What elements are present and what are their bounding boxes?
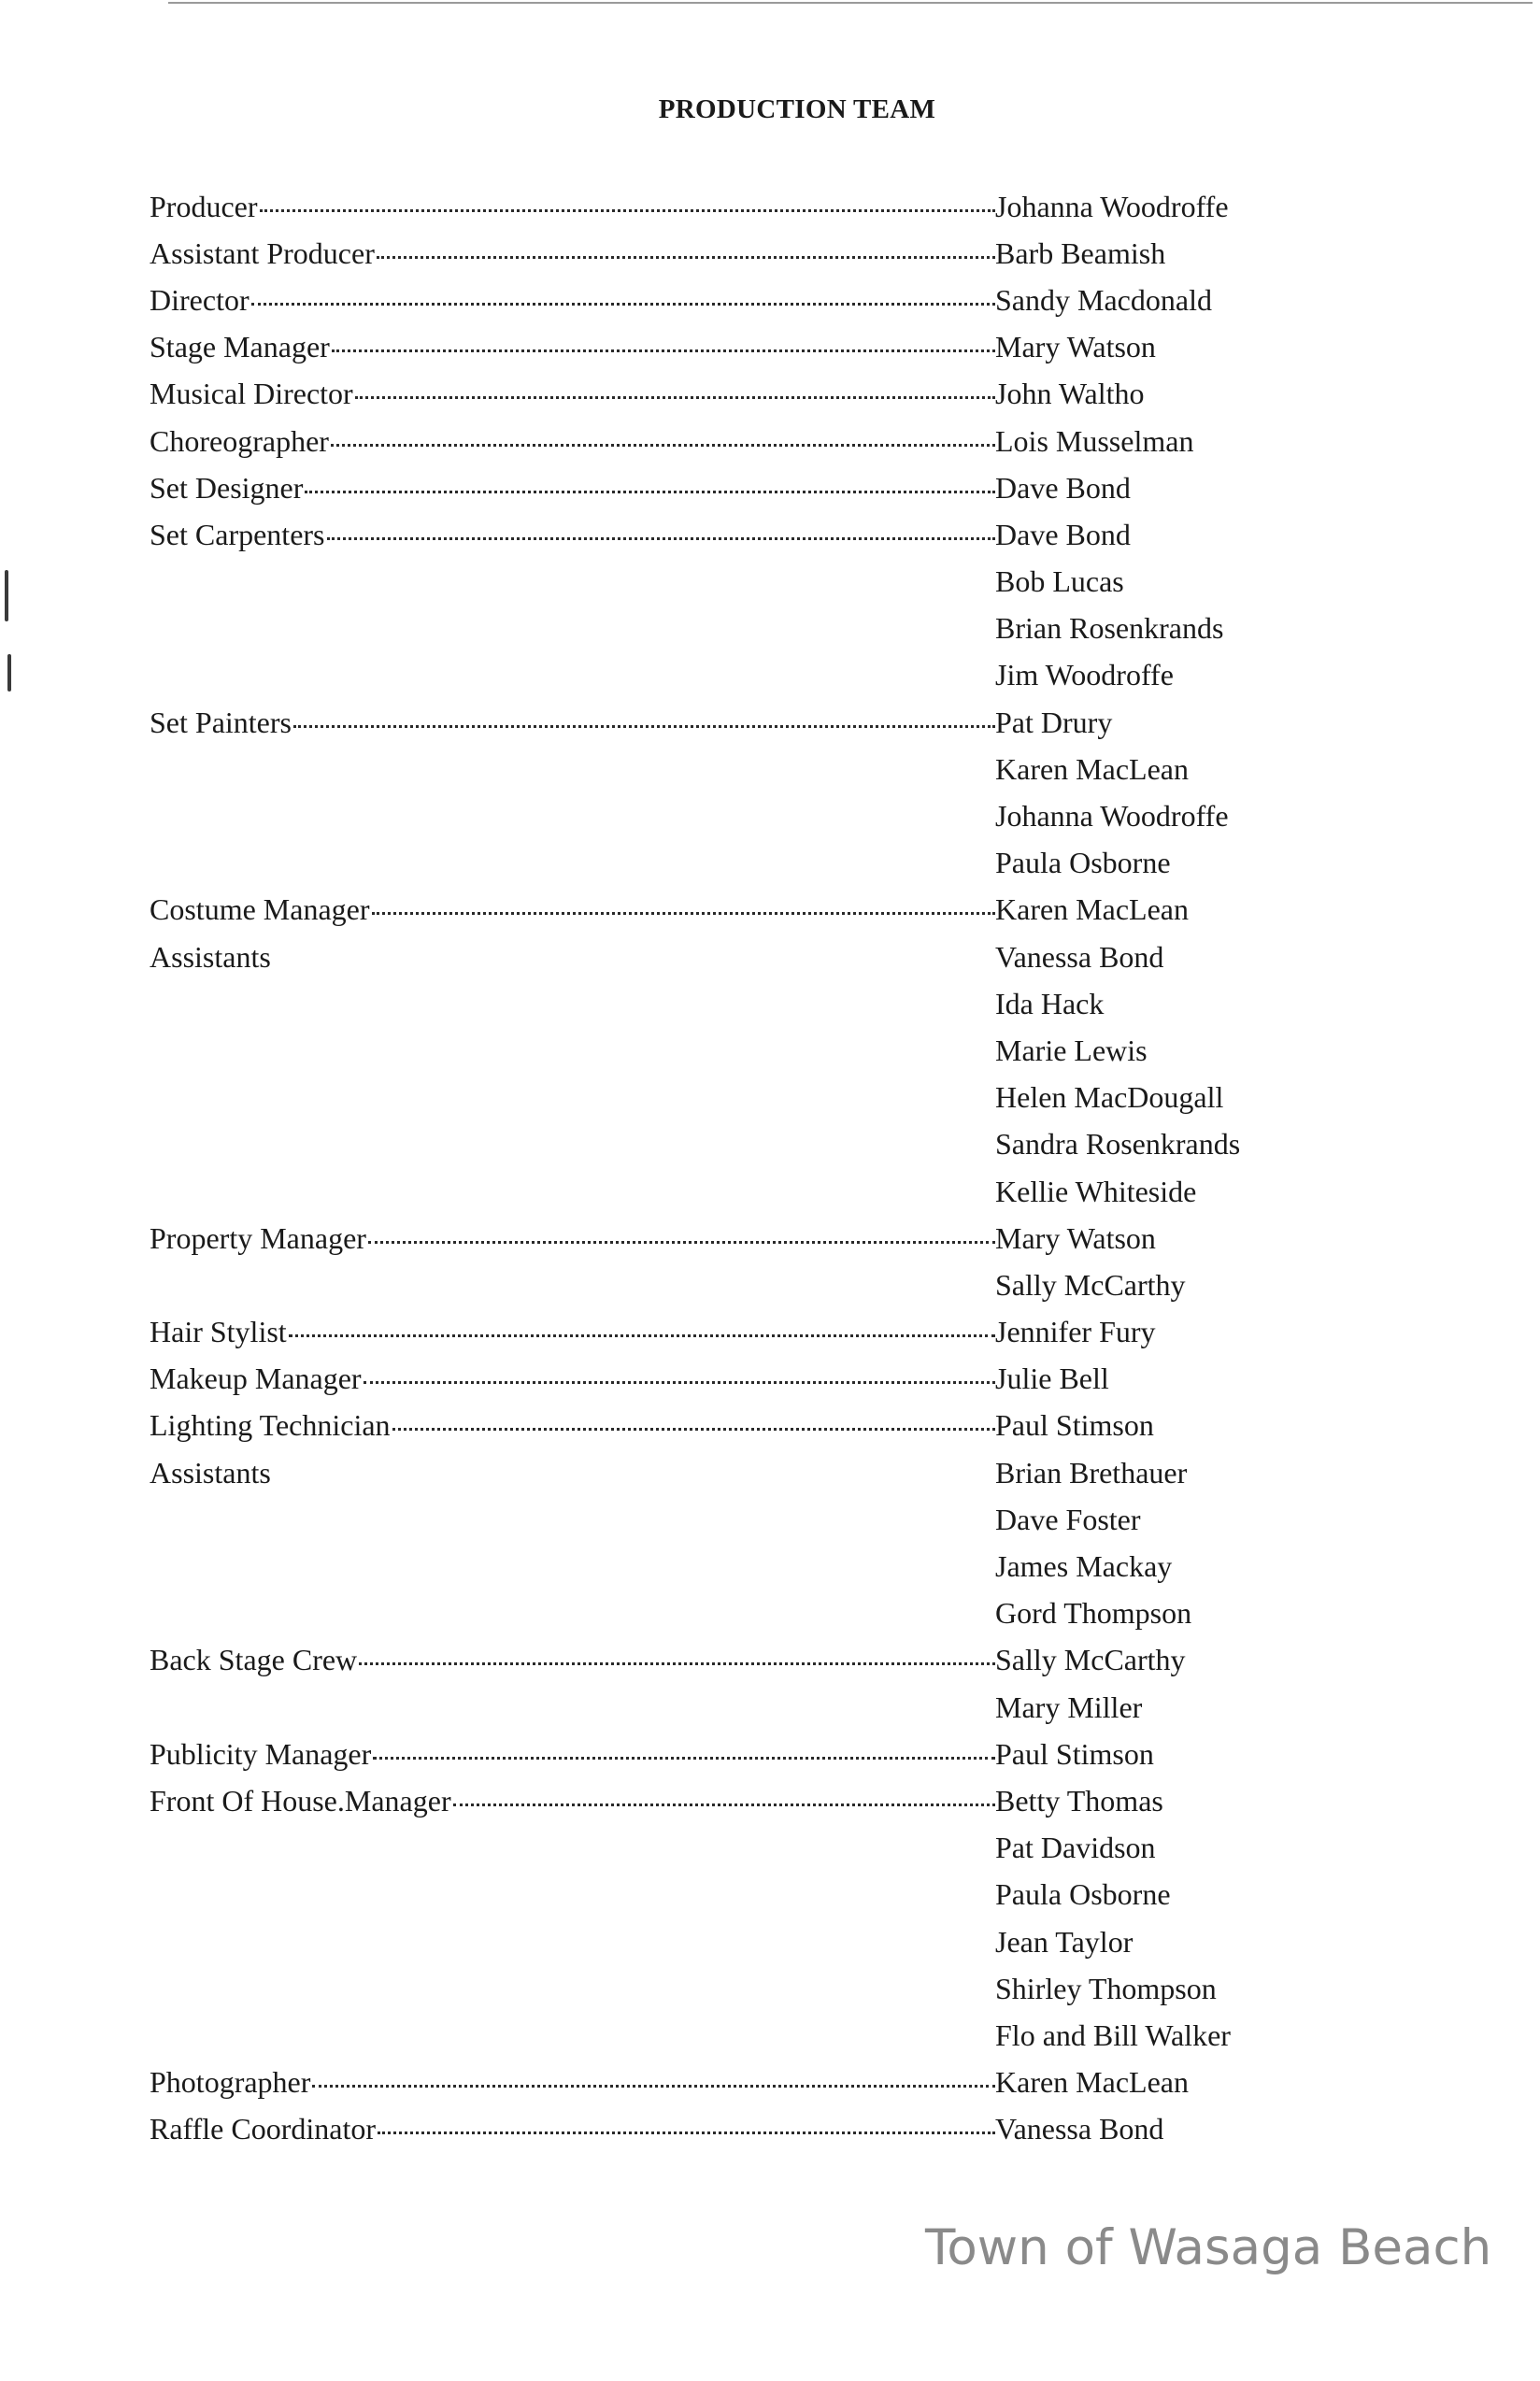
credit-role	[150, 330, 995, 364]
credit-row	[0, 1918, 1540, 1965]
credit-row	[0, 559, 1540, 606]
credit-role	[150, 1408, 995, 1443]
credit-name: Vanessa Bond	[995, 2112, 1164, 2146]
credit-row	[0, 1215, 1540, 1262]
dot-leader	[251, 303, 995, 306]
dot-leader	[289, 1334, 995, 1337]
credit-name: Barb Beamish	[995, 235, 1166, 270]
page-top-edge	[168, 2, 1533, 4]
credit-row	[0, 371, 1540, 418]
role-label: Back Stage Crew	[150, 1643, 358, 1677]
credit-name: Sally McCarthy	[995, 1643, 1186, 1677]
role-label: Set Painters	[150, 705, 292, 739]
credit-name: Paula Osborne	[995, 1877, 1171, 1912]
credit-name: Mary Watson	[995, 330, 1156, 364]
role-label: Property Manager	[150, 1220, 366, 1255]
credit-row	[0, 652, 1540, 699]
credit-name: Vanessa Bond	[995, 939, 1164, 974]
credit-row	[0, 1590, 1540, 1637]
credit-role	[150, 892, 995, 927]
credit-row	[0, 1825, 1540, 1872]
credit-row	[0, 1075, 1540, 1121]
role-label: Hair Stylist	[150, 1315, 287, 1349]
credit-row	[0, 1403, 1540, 1449]
credit-row	[0, 1731, 1540, 1777]
credit-name: Brian Brethauer	[995, 1455, 1188, 1490]
credit-role	[150, 190, 995, 224]
credit-name: Julie Bell	[995, 1362, 1109, 1396]
dot-leader	[327, 537, 996, 540]
credit-name: Pat Drury	[995, 705, 1113, 739]
page-title: PRODUCTION TEAM	[658, 94, 936, 124]
credit-role	[150, 2112, 995, 2146]
role-label: Front Of House.Manager	[150, 1783, 451, 1818]
role-label: Assistants	[150, 939, 271, 974]
credit-name: Jennifer Fury	[995, 1315, 1156, 1349]
dot-leader	[377, 256, 995, 259]
credit-role	[150, 471, 995, 506]
credit-name: James Mackay	[995, 1549, 1173, 1584]
credit-row	[0, 934, 1540, 980]
role-label: Photographer	[150, 2065, 311, 2100]
credit-name: Helen MacDougall	[995, 1080, 1224, 1115]
credit-row	[0, 840, 1540, 887]
credit-role	[150, 706, 995, 740]
dot-leader	[331, 444, 995, 447]
credit-name: Brian Rosenkrands	[995, 611, 1224, 646]
credits-list	[0, 183, 1540, 2153]
credit-row	[0, 1121, 1540, 1168]
credit-row	[0, 230, 1540, 277]
role-label: Set Designer	[150, 470, 304, 505]
credit-row	[0, 1356, 1540, 1403]
credit-name: Shirley Thompson	[995, 1971, 1217, 2005]
credit-role	[150, 1784, 995, 1818]
dot-leader	[453, 1804, 995, 1806]
dot-leader	[372, 912, 996, 915]
credit-role	[150, 1456, 995, 1490]
credit-name: Karen MacLean	[995, 2065, 1189, 2100]
credit-row	[0, 887, 1540, 934]
credit-role	[150, 518, 995, 552]
dot-leader	[305, 491, 995, 493]
credit-name: Sandy Macdonald	[995, 282, 1212, 317]
credit-name: Pat Davidson	[995, 1831, 1156, 1865]
credit-row	[0, 980, 1540, 1027]
dot-leader	[373, 1757, 995, 1760]
dot-leader	[312, 2085, 995, 2088]
credit-row	[0, 1637, 1540, 1684]
role-label: Publicity Manager	[150, 1736, 372, 1771]
credit-row	[0, 1262, 1540, 1308]
credit-row	[0, 2106, 1540, 2153]
credit-name: Flo and Bill Walker	[995, 2017, 1231, 2052]
credit-name: Jean Taylor	[995, 1924, 1134, 1959]
credit-row	[0, 699, 1540, 746]
credit-name: Ida Hack	[995, 986, 1105, 1020]
credit-name: John Waltho	[995, 377, 1145, 411]
credit-name: Marie Lewis	[995, 1033, 1148, 1067]
credit-name: Paul Stimson	[995, 1736, 1154, 1771]
credit-row	[0, 1496, 1540, 1543]
credit-row	[0, 1684, 1540, 1731]
credit-row	[0, 464, 1540, 511]
credit-row	[0, 183, 1540, 230]
credit-role	[150, 1643, 995, 1677]
credit-row	[0, 324, 1540, 371]
dot-leader	[355, 396, 995, 399]
credit-name: Dave Bond	[995, 517, 1131, 551]
credit-row	[0, 1027, 1540, 1074]
credit-name: Gord Thompson	[995, 1596, 1192, 1631]
credit-row	[0, 1449, 1540, 1496]
credit-role	[150, 1737, 995, 1772]
credit-row	[0, 2060, 1540, 2106]
dot-leader	[293, 725, 995, 728]
credit-name: Paula Osborne	[995, 846, 1171, 880]
role-label: Stage Manager	[150, 330, 330, 364]
credit-role	[150, 424, 995, 459]
credit-row	[0, 746, 1540, 792]
credit-name: Dave Bond	[995, 470, 1131, 505]
credit-name: Kellie Whiteside	[995, 1174, 1197, 1208]
credit-row	[0, 418, 1540, 464]
role-label: Choreographer	[150, 423, 329, 458]
dot-leader	[359, 1662, 995, 1665]
credit-row	[0, 1965, 1540, 2012]
credit-role	[150, 377, 995, 411]
role-label: Makeup Manager	[150, 1362, 362, 1396]
credit-name: Dave Foster	[995, 1502, 1141, 1536]
credit-name: Lois Musselman	[995, 423, 1194, 458]
credit-name: Betty Thomas	[995, 1783, 1163, 1818]
role-label: Assistant Producer	[150, 235, 375, 270]
credit-row	[0, 1168, 1540, 1215]
dot-leader	[378, 2131, 995, 2134]
role-label: Assistants	[150, 1455, 271, 1490]
watermark: Town of Wasaga Beach	[925, 2219, 1492, 2276]
role-label: Director	[150, 282, 250, 317]
role-label: Raffle Coordinator	[150, 2112, 377, 2146]
credit-row	[0, 606, 1540, 652]
role-label: Costume Manager	[150, 892, 370, 927]
credit-row	[0, 277, 1540, 323]
credit-role	[150, 940, 995, 975]
dot-leader	[392, 1428, 995, 1431]
role-label: Producer	[150, 189, 258, 223]
credit-name: Karen MacLean	[995, 892, 1189, 927]
credit-role	[150, 1221, 995, 1256]
dot-leader	[364, 1381, 995, 1384]
credit-name: Johanna Woodroffe	[995, 189, 1229, 223]
credit-name: Paul Stimson	[995, 1408, 1154, 1443]
credit-name: Mary Watson	[995, 1220, 1156, 1255]
dot-leader	[368, 1241, 995, 1244]
credit-row	[0, 1543, 1540, 1590]
credit-row	[0, 1309, 1540, 1356]
credit-role	[150, 2065, 995, 2100]
credit-role	[150, 1362, 995, 1396]
credit-row	[0, 1777, 1540, 1824]
credit-row	[0, 792, 1540, 839]
credit-role	[150, 1315, 995, 1349]
credit-name: Mary Miller	[995, 1690, 1143, 1724]
dot-leader	[332, 349, 995, 352]
credit-name: Jim Woodroffe	[995, 658, 1174, 692]
credit-name: Sandra Rosenkrands	[995, 1127, 1241, 1162]
credit-name: Bob Lucas	[995, 564, 1124, 599]
role-label: Musical Director	[150, 377, 353, 411]
dot-leader	[260, 209, 995, 212]
credit-name: Karen MacLean	[995, 751, 1189, 786]
credit-role	[150, 236, 995, 271]
credit-row	[0, 511, 1540, 558]
credit-role	[150, 283, 995, 318]
credit-row	[0, 2012, 1540, 2059]
credit-name: Sally McCarthy	[995, 1267, 1186, 1302]
credit-row	[0, 1872, 1540, 1918]
role-label: Lighting Technician	[150, 1408, 391, 1443]
credit-name: Johanna Woodroffe	[995, 799, 1229, 834]
role-label: Set Carpenters	[150, 517, 325, 551]
